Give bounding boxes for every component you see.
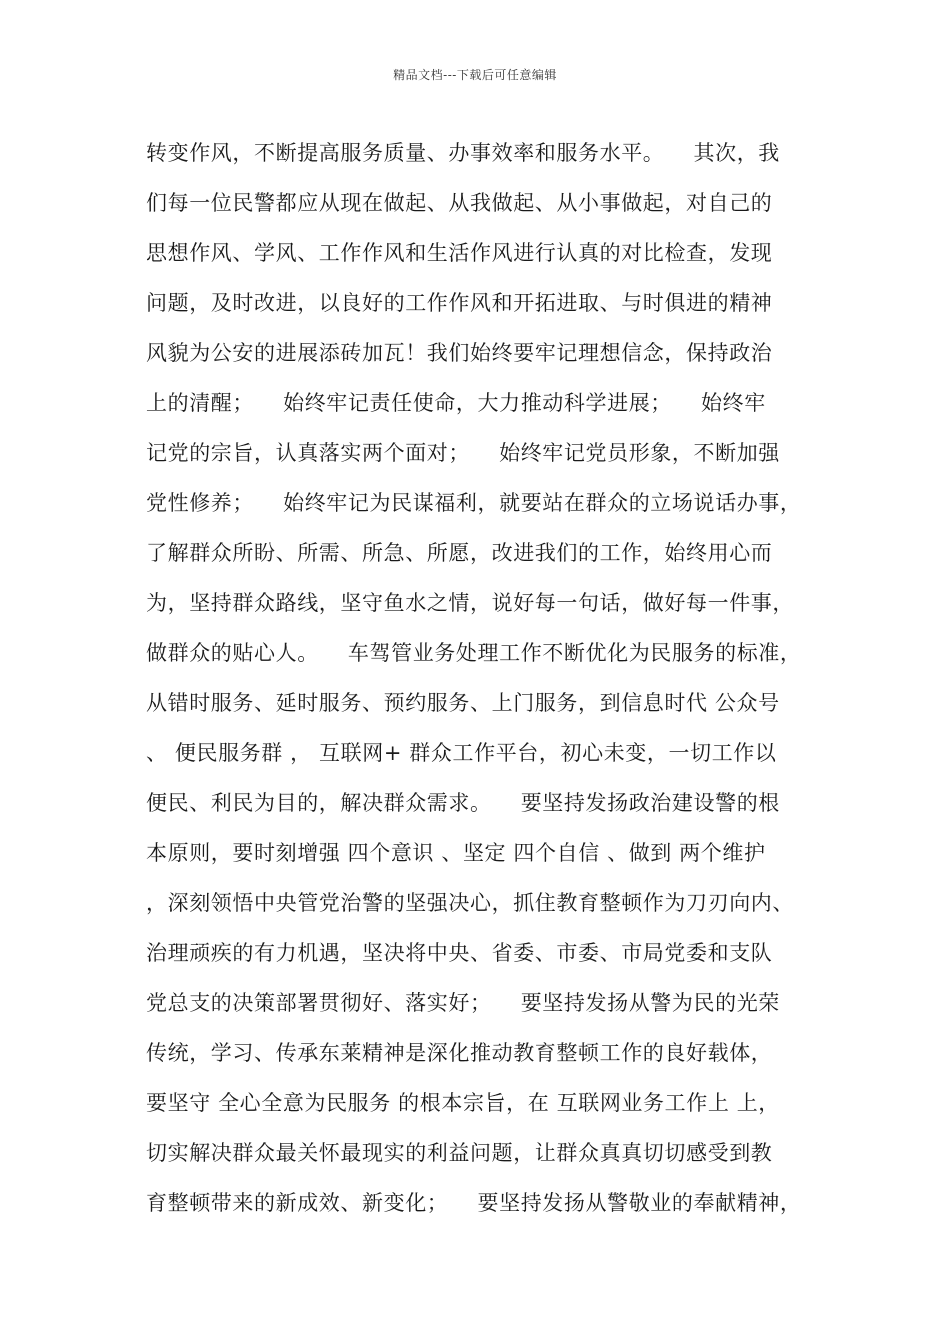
text-line: 便民、利民为目的，解决群众需求。 要坚持发扬政治建设警的根 bbox=[146, 791, 780, 815]
text-line: 上的清醒； 始终牢记责任使命，大力推动科学进展； 始终牢 bbox=[146, 391, 766, 415]
text-line: 问题，及时改进，以良好的工作作风和开拓进取、与时俱进的精神 bbox=[146, 291, 773, 315]
text-line: 育整顿带来的新成效、新变化； 要坚持发扬从警敬业的奉献精神， bbox=[146, 1191, 802, 1215]
text-line: 了解群众所盼、所需、所急、所愿，改进我们的工作，始终用心而 bbox=[146, 541, 773, 565]
text-line: 本原则，要时刻增强 四个意识 、坚定 四个自信 、做到 两个维护 bbox=[146, 841, 766, 865]
text-line: ，深刻领悟中央管党治警的坚强决心，抓住教育整顿作为刀刃向内、 bbox=[146, 891, 794, 915]
text-line: 、 便民服务群 ， 互联网+ 群众工作平台，初心未变，一切工作以 bbox=[146, 741, 777, 765]
text-line: 传统，学习、传承东莱精神是深化推动教育整顿工作的良好载体， bbox=[146, 1041, 773, 1065]
text-line: 记党的宗旨，认真落实两个面对； 始终牢记党员形象，不断加强 bbox=[146, 441, 780, 465]
text-line: 思想作风、学风、工作作风和生活作风进行认真的对比检查，发现 bbox=[146, 241, 773, 265]
text-line: 治理顽疾的有力机遇，坚决将中央、省委、市委、市局党委和支队 bbox=[146, 941, 773, 965]
text-line: 从错时服务、延时服务、预约服务、上门服务，到信息时代 公众号 bbox=[146, 691, 780, 715]
text-line: 为，坚持群众路线，坚守鱼水之情，说好每一句话，做好每一件事， bbox=[146, 591, 794, 615]
text-line: 风貌为公安的进展添砖加瓦！我们始终要牢记理想信念，保持政治 bbox=[146, 341, 773, 365]
text-line: 转变作风，不断提高服务质量、办事效率和服务水平。 其次，我 bbox=[146, 141, 780, 165]
page-header: 精品文档---下载后可任意编辑 bbox=[393, 68, 557, 82]
text-line: 党总支的决策部署贯彻好、落实好； 要坚持发扬从警为民的光荣 bbox=[146, 991, 780, 1015]
text-line: 们每一位民警都应从现在做起、从我做起、从小事做起，对自己的 bbox=[146, 191, 773, 215]
text-line: 切实解决群众最关怀最现实的利益问题，让群众真真切切感受到教 bbox=[146, 1141, 773, 1165]
text-line: 做群众的贴心人。 车驾管业务处理工作不断优化为民服务的标准， bbox=[146, 641, 802, 665]
text-line: 党性修养； 始终牢记为民谋福利，就要站在群众的立场说话办事， bbox=[146, 491, 802, 515]
document-body bbox=[146, 128, 826, 1228]
text-line: 要坚守 全心全意为民服务 的根本宗旨，在 互联网业务工作上 上， bbox=[146, 1091, 780, 1115]
